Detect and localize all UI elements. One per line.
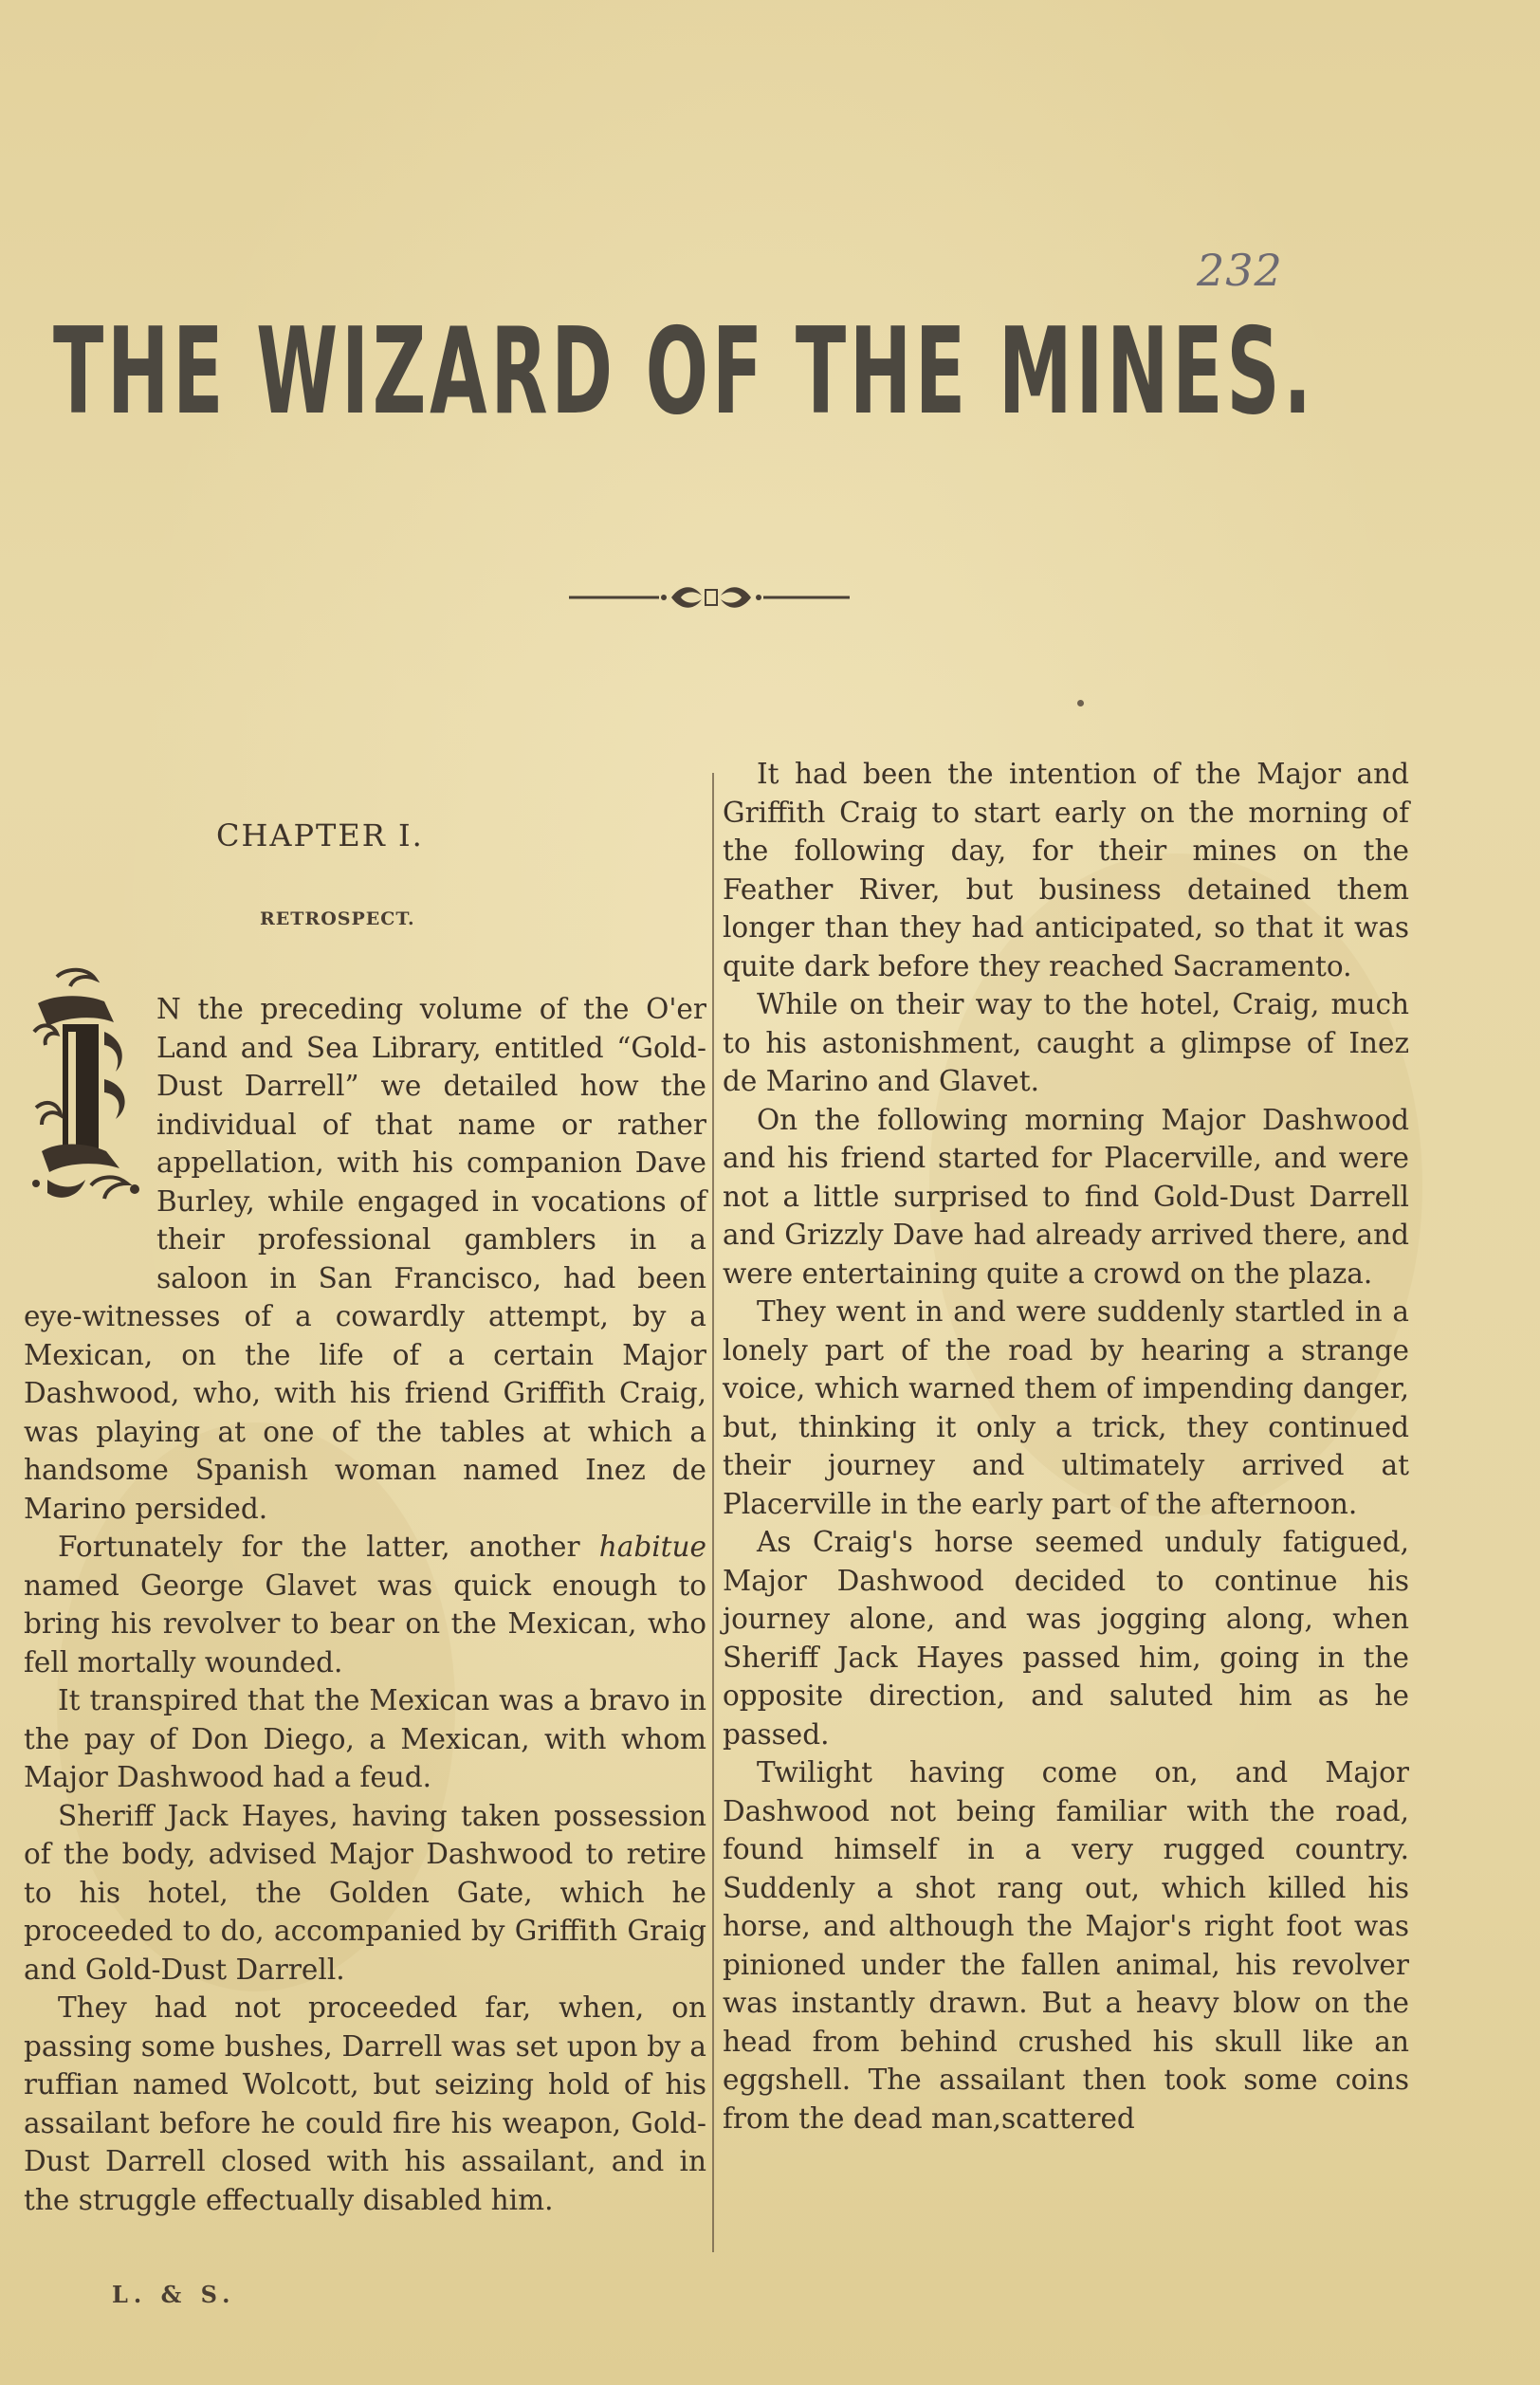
left-column <box>24 990 706 2219</box>
right-column <box>723 755 1409 2137</box>
column-divider <box>712 773 714 2252</box>
paragraph: Sheriff Jack Hayes, having taken possession of the body, advised Major Dashwood to retire to his hotel, the Golden Gate, which he proceeded to do, accompanied by Griffith Graig and Gold-Dust Darrell. <box>24 1799 706 1986</box>
publisher-signature-mark: L. & S. <box>112 2281 236 2308</box>
chapter-subheading: RETROSPECT. <box>260 908 415 929</box>
paragraph: On the following morning Major Dashwood and his friend started for Placerville, and were not a little surprised to find Gold-Dust Darrell and Grizzly Dave had already arrived there, and were entertaining quite a crowd on the plaza. <box>723 1103 1409 1290</box>
chapter-heading: CHAPTER I. <box>216 817 424 853</box>
paragraph: Fortunately for the latter, another habitue named George Glavet was quick enough to bring his revolver to bear on the Mexican, who fell mortally wounded. <box>24 1531 706 1679</box>
paragraph: As Craig's horse seemed unduly fatigued, Major Dashwood decided to continue his journey alone, and was jogging along, when Sheriff Jack Hayes passed him, going in the opposite direction, and saluted him as he passed. <box>723 1526 1409 1751</box>
paragraph: They had not proceeded far, when, on passing some bushes, Darrell was set upon by a ruffian named Wolcott, but seizing hold of his assailant before he could fire his weapon, Gold-Dust Darrell closed with his assailant, and in the struggle effectually disabled him. <box>24 1991 706 2216</box>
page-number: 232 <box>1197 245 1283 296</box>
paragraph: It transpired that the Mexican was a bravo in the pay of Don Diego, a Mexican, with whom Major Dashwood had a feud. <box>24 1684 706 1793</box>
ink-dot <box>1077 700 1084 706</box>
paragraph: Twilight having come on, and Major Dashwood not being familiar with the road, found himself in a very rugged country. Suddenly a shot rang out, which killed his horse, and although the Major's right foot was pinioned under the fallen animal, his revolver was instantly drawn. But a heavy blow on the head from behind crushed his skull like an eggshell. The assailant then took some coins from the dead man,scattered <box>723 1756 1409 2135</box>
paragraph: N the preceding volume of the O'er Land and Sea Library, entitled “Gold-Dust Darrell” we detailed how the individual of that name or rather appellation, with his companion Dave Burley, while engaged in vocations of their professional gamblers in a saloon in San Francisco, had been eye-witnesses of a cowardly attempt, by a Mexican, on the life of a certain Major Dashwood, who, with his friend Griffith Craig, was playing at one of the tables at which a handsome Spanish woman named Inez de Marino persided. <box>24 993 706 1525</box>
paragraph: It had been the intention of the Major and Griffith Craig to start early on the morning of the following day, for their mines on the Feather River, but business detained them longer than they had anticipated, so that it was quite dark before they reached Sacramento. <box>723 758 1409 982</box>
page-title: THE WIZARD OF THE MINES. <box>53 302 1315 441</box>
paragraph: While on their way to the hotel, Craig, much to his astonishment, caught a glimpse of Inez de Marino and Glavet. <box>723 988 1409 1097</box>
title-ornament <box>569 569 853 626</box>
paragraph: They went in and were suddenly startled in a lonely part of the road by hearing a strange voice, which warned them of impending danger, but, thinking it only a trick, they continued their journey and ultimately arrived at Placerville in the early part of the afternoon. <box>723 1295 1409 1520</box>
